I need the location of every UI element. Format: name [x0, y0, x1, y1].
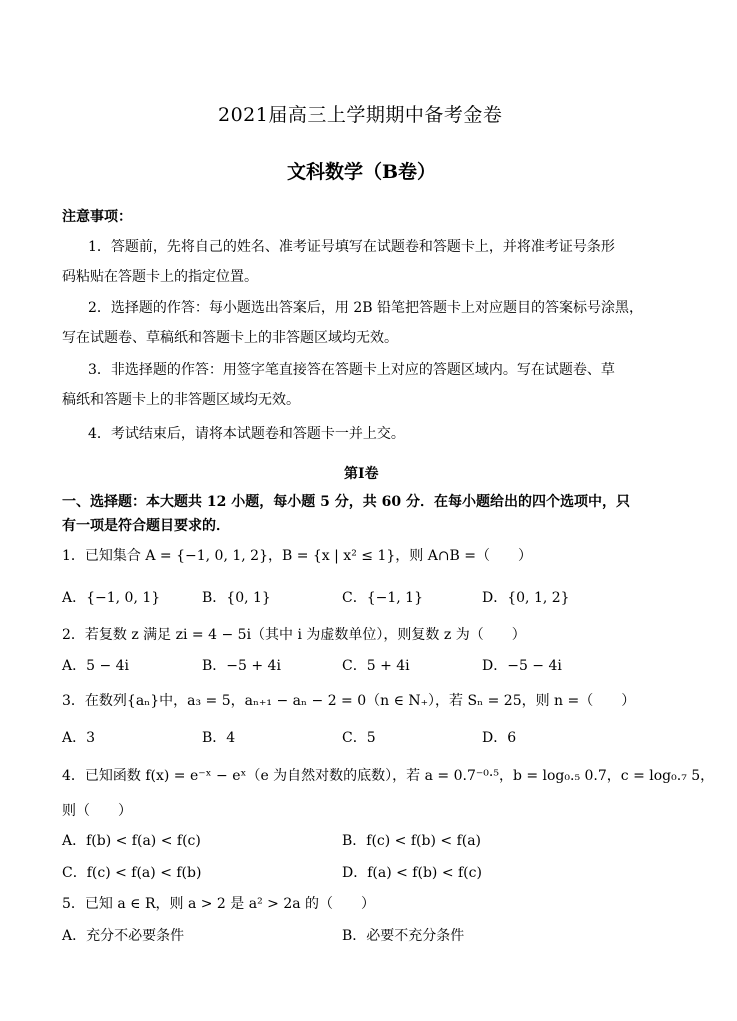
question-4-option-b: B．f(c) < f(b) < f(a) — [342, 833, 482, 849]
question-1-option-b: B．{0, 1} — [202, 590, 271, 606]
notice-item-3-line-2: 稿纸和答题卡上的非答题区域均无效。 — [62, 392, 300, 408]
question-5-option-a: A．充分不必要条件 — [62, 928, 185, 944]
notice-heading: 注意事项： — [62, 209, 132, 225]
question-2-option-b: B．−5 + 4i — [202, 658, 281, 674]
notice-item-2-line-2: 写在试题卷、草稿纸和答题卡上的非答题区域均无效。 — [62, 330, 398, 346]
part-label: 第Ⅰ卷 — [344, 466, 379, 482]
question-3-option-a: A．3 — [62, 730, 96, 746]
question-5-option-b: B．必要不充分条件 — [342, 928, 465, 944]
notice-item-2-line-1: 2．选择题的作答：每小题选出答案后，用 2B 铅笔把答题卡上对应题目的答案标号涂黑， — [88, 300, 644, 316]
question-2-stem: 2．若复数 z 满足 zi = 4 − 5i（其中 i 为虚数单位），则复数 z 为（ ） — [62, 627, 526, 643]
question-2-option-c: C．5 + 4i — [342, 658, 410, 674]
question-1-stem: 1．已知集合 A = {−1, 0, 1, 2}，B = {x | x² ≤ 1}，则 A∩B =（ ） — [62, 548, 533, 564]
section-heading-line-1: 一、选择题：本大题共 12 小题，每小题 5 分，共 60 分．在每小题给出的四个选项中，只 — [62, 494, 630, 510]
question-4-stem-line-2: 则（ ） — [62, 803, 132, 819]
question-3-option-d: D．6 — [482, 730, 517, 746]
question-2-option-d: D．−5 − 4i — [482, 658, 562, 674]
exam-subtitle: 文科数学（B卷） — [287, 161, 437, 183]
question-3-stem: 3．在数列{aₙ}中，a₃ = 5，aₙ₊₁ − aₙ − 2 = 0（n ∈ N₊），若 Sₙ = 25，则 n =（ ） — [62, 693, 636, 709]
question-4-option-d: D．f(a) < f(b) < f(c) — [342, 865, 482, 881]
question-1-option-a: A．{−1, 0, 1} — [62, 590, 161, 606]
exam-title: 2021届高三上学期期中备考金卷 — [218, 104, 503, 126]
question-3-option-c: C．5 — [342, 730, 376, 746]
question-4-option-c: C．f(c) < f(a) < f(b) — [62, 865, 202, 881]
question-1-option-c: C．{−1, 1} — [342, 590, 423, 606]
notice-item-1-line-1: 1．答题前，先将自己的姓名、准考证号填写在试题卷和答题卡上，并将准考证号条形 — [88, 239, 615, 255]
question-1-option-d: D．{0, 1, 2} — [482, 590, 570, 606]
question-2-option-a: A．5 − 4i — [62, 658, 130, 674]
question-4-stem-line-1: 4．已知函数 f(x) = e⁻ˣ − eˣ（e 为自然对数的底数），若 a = 0.7⁻⁰·⁵，b = log₀.₅ 0.7，c = log₀.₇ 5， — [62, 768, 715, 784]
question-3-option-b: B．4 — [202, 730, 236, 746]
notice-item-3-line-1: 3．非选择题的作答：用签字笔直接答在答题卡上对应的答题区域内。写在试题卷、草 — [88, 362, 615, 378]
notice-item-4: 4．考试结束后，请将本试题卷和答题卡一并上交。 — [88, 426, 405, 442]
question-5-stem: 5．已知 a ∈ R，则 a > 2 是 a² > 2a 的（ ） — [62, 896, 376, 912]
section-heading-line-2: 有一项是符合题目要求的． — [62, 518, 230, 534]
notice-item-1-line-2: 码粘贴在答题卡上的指定位置。 — [62, 269, 258, 285]
question-4-option-a: A．f(b) < f(a) < f(c) — [62, 833, 201, 849]
